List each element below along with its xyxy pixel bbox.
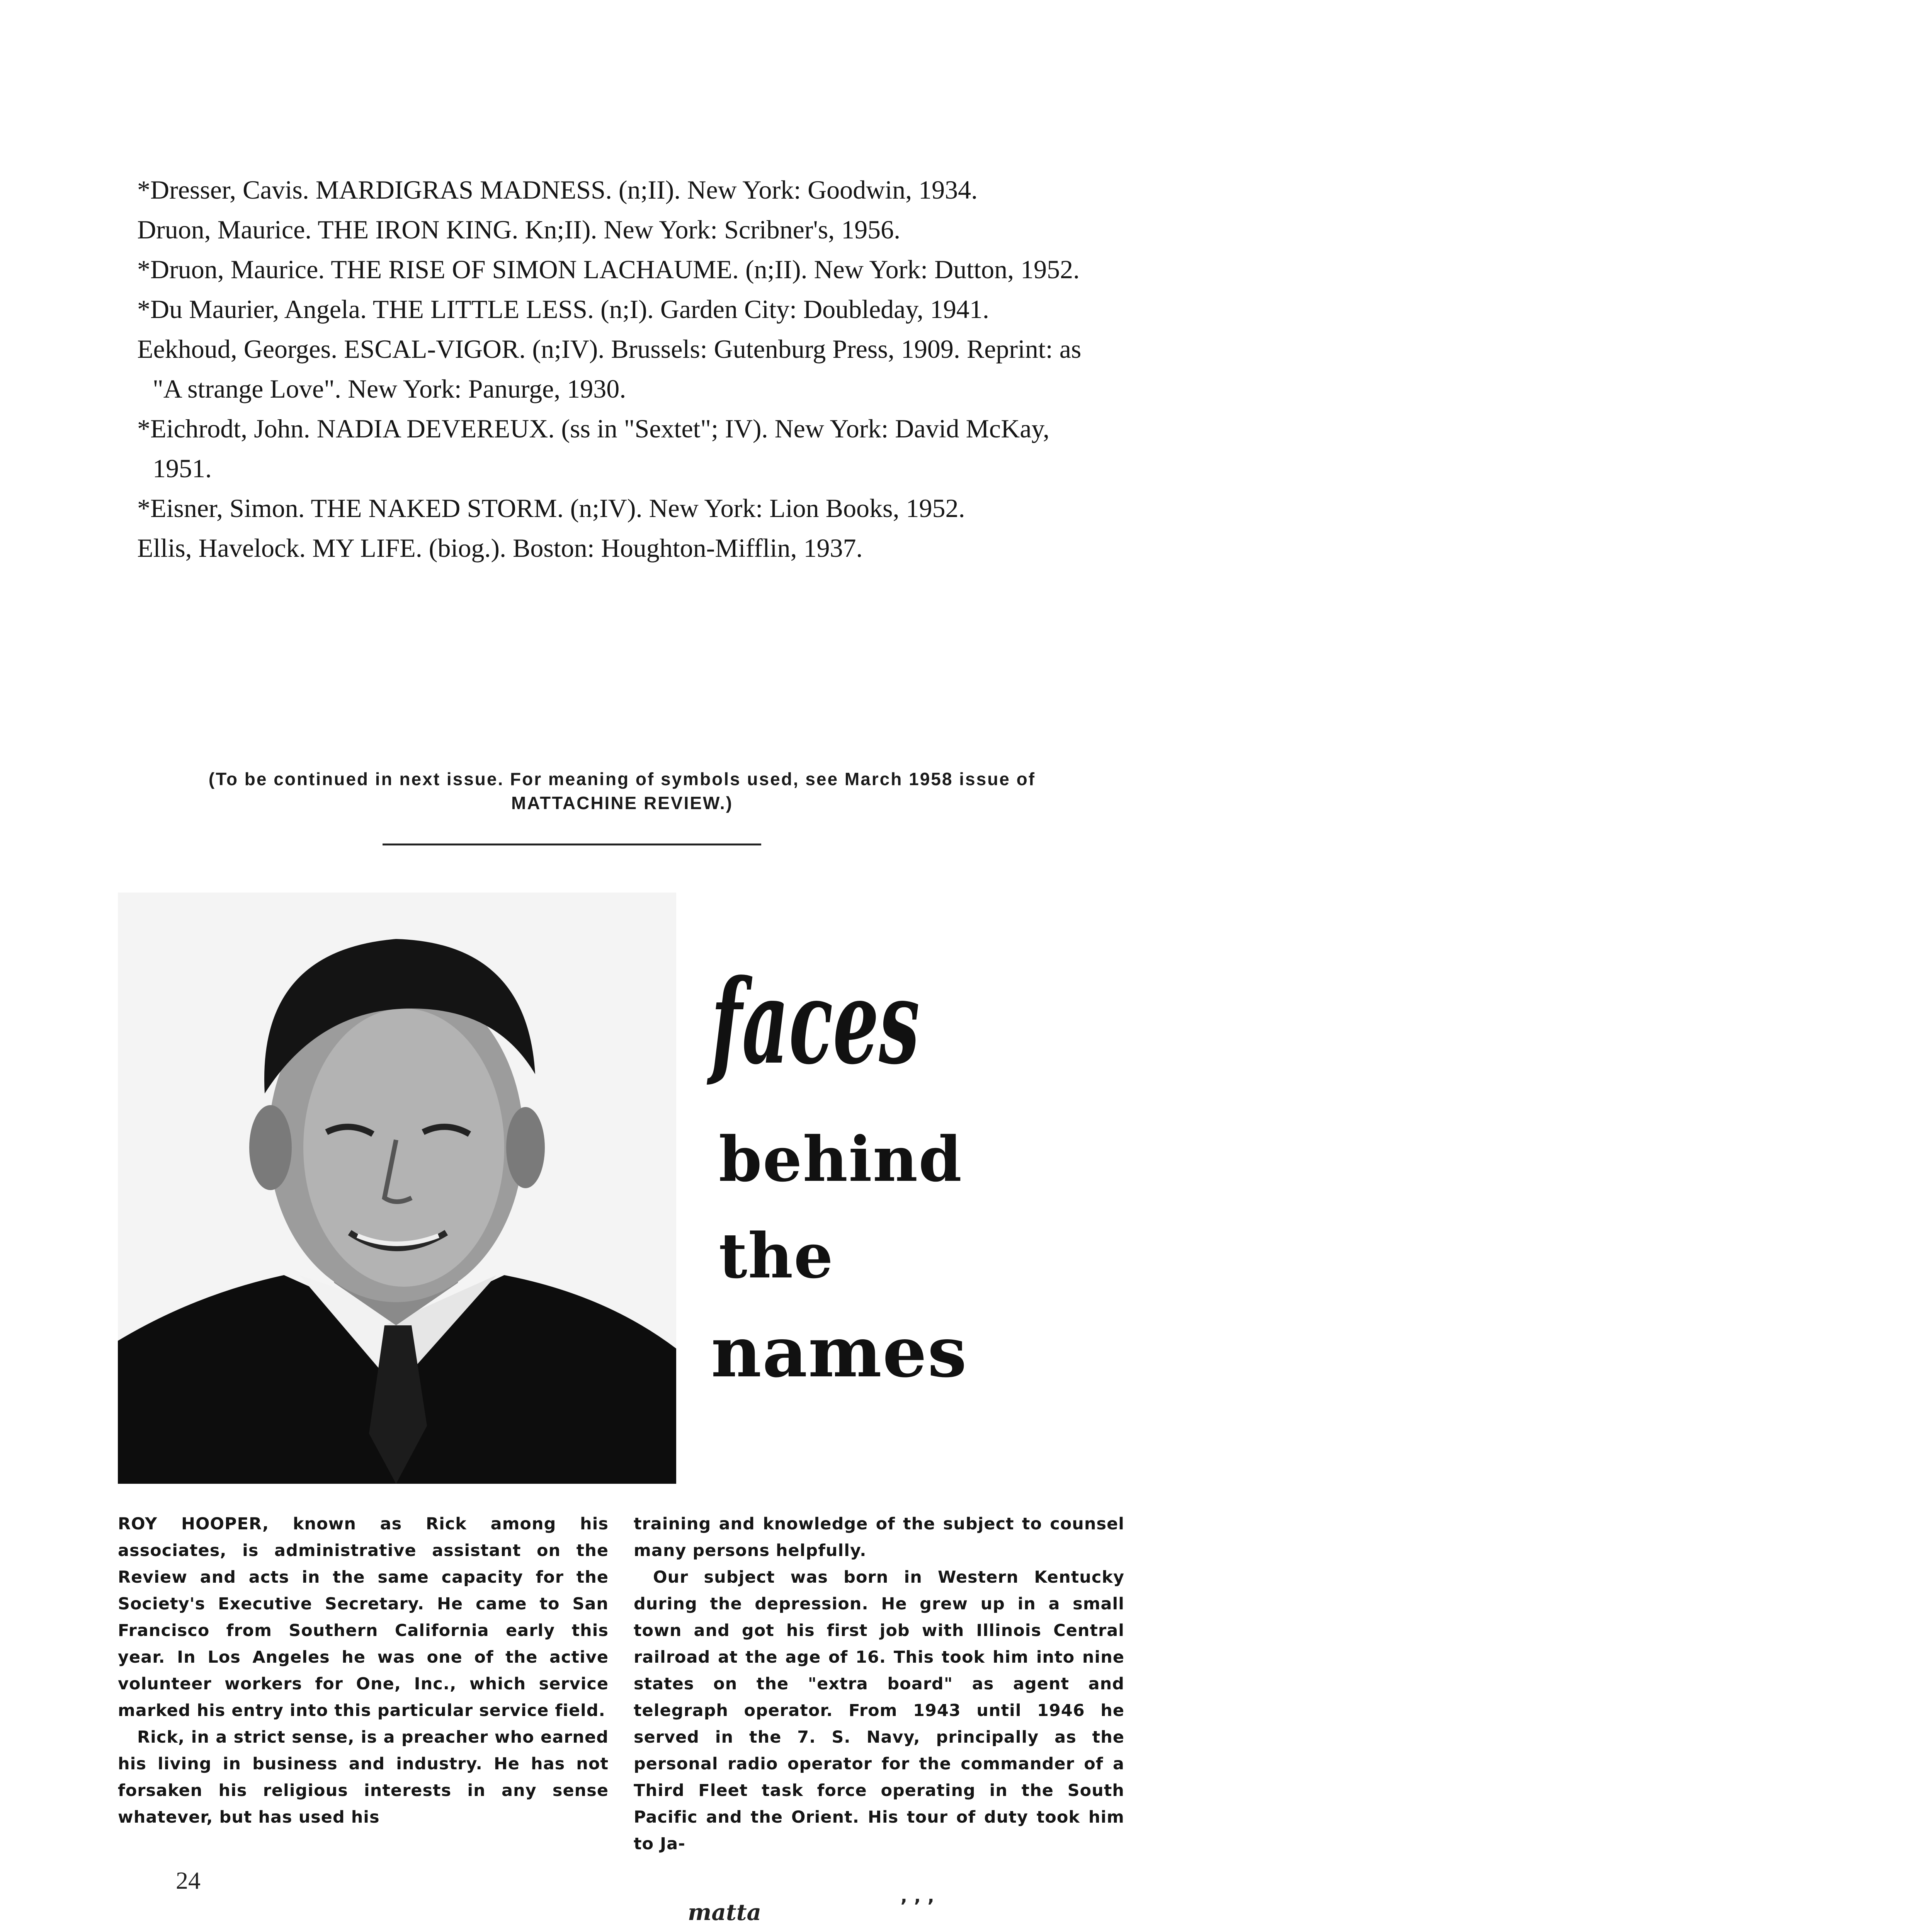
bibliography-list xyxy=(137,170,1088,568)
bibliography-entry: Eekhoud, Georges. ESCAL-VIGOR. (n;IV). Brussels: Gutenburg Press, 1909. Reprint: as "A strange Love". New York: Panurge, 1930. xyxy=(137,334,1082,403)
footer-masthead-mark: matta xyxy=(688,1899,762,1925)
bibliography-entry: *Eisner, Simon. THE NAKED STORM. (n;IV). New York: Lion Books, 1952. xyxy=(137,493,965,523)
article-column-1 xyxy=(118,1511,609,1831)
article-column-2 xyxy=(634,1511,1124,1857)
headline-behind: behind xyxy=(719,1123,963,1196)
portrait-illustration xyxy=(118,893,676,1484)
portrait-photo-roy-hooper xyxy=(118,893,676,1484)
bibliography-entry: *Du Maurier, Angela. THE LITTLE LESS. (n;I). Garden City: Doubleday, 1941. xyxy=(137,294,989,324)
continuation-note: (To be continued in next issue. For meaning of symbols used, see March 1958 issue of MATTACHINE REVIEW.) xyxy=(208,769,1036,813)
paragraph: Rick, in a strict sense, is a preacher who earned his living in business and industry. He has not forsaken his religious interests in any sense whatever, but has used his xyxy=(118,1728,609,1827)
page-number-left: 24 xyxy=(176,1867,201,1894)
paragraph: ROY HOOPER, known as Rick among his associates, is administrative assistant on the Review and acts in the same capacity for the Society's Executive Secretary. He came to San Francisco from Southern California early this year. In Los Angeles he was one of the active volunteer workers for One, Inc., which service marked his entry into this particular service field. xyxy=(118,1514,609,1720)
headline-the: the xyxy=(719,1219,834,1292)
bibliography-entry: Ellis, Havelock. MY LIFE. (biog.). Boston: Houghton-Mifflin, 1937. xyxy=(137,533,863,563)
bibliography-entry: *Eichrodt, John. NADIA DEVEREUX. (ss in "Sextet"; IV). New York: David McKay, 1951. xyxy=(137,414,1049,483)
bibliography-entry: *Druon, Maurice. THE RISE OF SIMON LACHAUME. (n;II). New York: Dutton, 1952. xyxy=(137,255,1080,284)
right-page xyxy=(1206,0,1932,1932)
bibliography-entry: Druon, Maurice. THE IRON KING. Kn;II). New York: Scribner's, 1956. xyxy=(137,215,901,244)
headline-script-logo xyxy=(707,908,923,1094)
headline-names: names xyxy=(711,1311,968,1393)
paragraph: training and knowledge of the subject to counsel many persons helpfully. xyxy=(634,1514,1124,1560)
section-divider xyxy=(383,844,761,845)
svg-text:faces: faces xyxy=(706,954,920,1090)
footer-mark: ’ ’ ’ xyxy=(900,1895,935,1917)
bibliography-entry: *Dresser, Cavis. MARDIGRAS MADNESS. (n;II). New York: Goodwin, 1934. xyxy=(137,175,978,204)
paragraph: Our subject was born in Western Kentucky during the depression. He grew up in a small town and got his first job with Illinois Central railroad at the age of 16. This took him into nine states on the "extra board" as agent and telegraph operator. From 1943 until 1946 he served in the 7. S. Navy, principally as the personal radio operator for the commander of a Third Fleet task force operating in the South Pacific and the Orient. His tour of duty took him to Ja- xyxy=(634,1568,1124,1854)
